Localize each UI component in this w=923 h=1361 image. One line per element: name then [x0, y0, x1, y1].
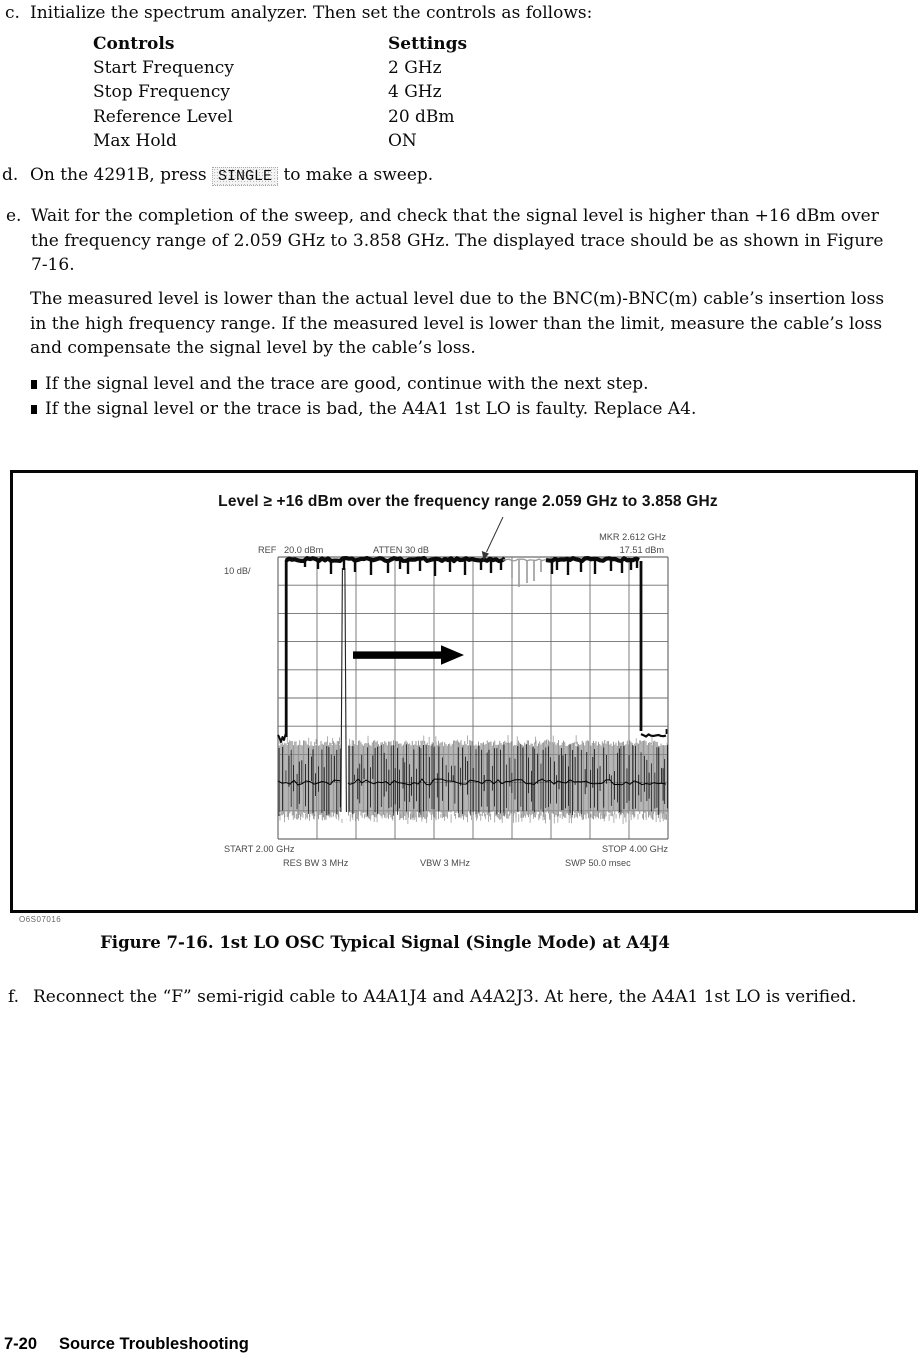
square-bullet-icon	[31, 405, 37, 414]
step-e-text: Wait for the completion of the sweep, and check that the signal level is higher than +16 dBm over the frequency range of 2.059 GHz to 3.858 GHz. The displayed trace should be as shown in Figure 7-16.	[31, 206, 884, 275]
step-f-marker: f.	[8, 987, 20, 1007]
start-frequency-label: START 2.00 GHz	[224, 844, 295, 854]
step-d-marker: d.	[2, 165, 19, 185]
bullet-text: If the signal level and the trace are good, continue with the next step.	[45, 374, 649, 394]
single-keycap: SINGLE	[212, 167, 278, 186]
spectrum-display	[13, 473, 912, 907]
control-setting: 4 GHz	[388, 82, 442, 103]
table-header-row	[93, 32, 467, 56]
table-row	[93, 80, 467, 104]
scale-label: 10 dB/	[224, 566, 251, 576]
bullet-list	[31, 372, 911, 421]
control-setting: ON	[388, 130, 417, 151]
control-setting: 20 dBm	[388, 106, 455, 127]
settings-header: Settings	[388, 34, 468, 54]
step-d-pre: On the 4291B, press	[30, 165, 207, 185]
step-e	[6, 204, 894, 278]
step-c	[5, 1, 905, 26]
stop-frequency-label: STOP 4.00 GHz	[601, 844, 668, 854]
control-name: Max Hold	[93, 130, 177, 151]
step-f-text: Reconnect the “F” semi-rigid cable to A4A1J4 and A4A2J3. At here, the A4A1 1st LO is verified.	[33, 987, 857, 1007]
chapter-title: Source Troubleshooting	[59, 1335, 249, 1353]
atten-label: ATTEN 30 dB	[373, 545, 429, 555]
res-bw-label: RES BW 3 MHz	[283, 858, 349, 868]
ref-value: 20.0 dBm	[284, 545, 324, 555]
bullet-text: If the signal level or the trace is bad, the A4A1 1st LO is faulty. Replace A4.	[45, 398, 697, 419]
step-c-text: Initialize the spectrum analyzer. Then set the controls as follows:	[30, 3, 593, 23]
table-row	[93, 56, 467, 80]
control-setting: 2 GHz	[388, 58, 442, 79]
figure-image-code: O6S07016	[19, 915, 62, 924]
step-d	[2, 163, 902, 190]
list-item	[31, 397, 911, 422]
figure-frame	[10, 470, 918, 913]
step-c-marker: c.	[5, 3, 20, 23]
controls-header: Controls	[93, 34, 175, 54]
table-row	[93, 105, 467, 129]
control-name: Reference Level	[93, 106, 233, 127]
controls-settings-table	[93, 32, 467, 153]
direction-arrow-icon	[353, 645, 464, 664]
figure-annotation: Level ≥ +16 dBm over the frequency range 2.059 GHz to 3.858 GHz	[218, 493, 718, 510]
vbw-label: VBW 3 MHz	[420, 858, 471, 868]
ref-label: REF	[258, 545, 277, 555]
step-f	[8, 985, 870, 1010]
annotation-leader-arrow	[482, 517, 503, 560]
square-bullet-icon	[31, 380, 37, 389]
figure-caption: Figure 7-16. 1st LO OSC Typical Signal (Single Mode) at A4J4	[100, 933, 670, 952]
table-row	[93, 129, 467, 153]
marker-frequency: MKR 2.612 GHz	[599, 532, 666, 542]
page-footer	[4, 1335, 249, 1354]
step-d-post: to make a sweep.	[283, 165, 434, 185]
step-e-marker: e.	[6, 206, 22, 226]
list-item	[31, 372, 911, 397]
marker-level: 17.51 dBm	[619, 545, 664, 555]
sweep-time-label: SWP 50.0 msec	[565, 858, 631, 868]
control-name: Stop Frequency	[93, 82, 230, 103]
note-paragraph: The measured level is lower than the actual level due to the BNC(m)-BNC(m) cable’s insertion loss in the high frequency range. If the measured level is lower than the limit, measure the cable’s loss and compensate the signal level by the cable’s loss.	[30, 289, 885, 358]
step-d-text	[30, 163, 902, 190]
page-number: 7-20	[4, 1335, 38, 1353]
control-name: Start Frequency	[93, 58, 234, 79]
